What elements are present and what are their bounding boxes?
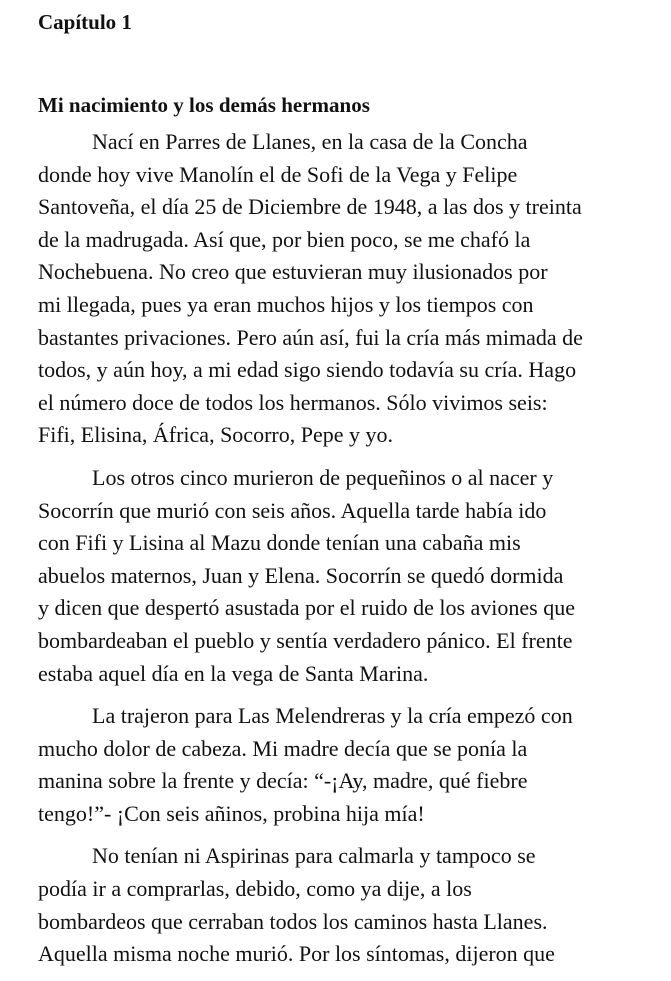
body-text [38,126,668,981]
text-line: bastantes privaciones. Pero aún así, fui la cría más mimada de [38,324,583,350]
text-line: estaba aquel día en la vega de Santa Marina. [38,660,429,686]
chapter-title: Capítulo 1 [38,10,132,34]
text-line: bombardeos que cerraban todos los caminos hasta Llanes. [38,908,548,934]
text-line: La trajeron para Las Melendreras y la cría empezó con [92,703,573,729]
text-line: Aquella misma noche murió. Por los síntomas, dijeron que [38,941,555,967]
text-line: mucho dolor de cabeza. Mi madre decía que se ponía la [38,735,528,761]
paragraph-4 [38,840,668,970]
section-title: Mi nacimiento y los demás hermanos [38,93,370,117]
text-line: Nochebuena. No creo que estuvieran muy ilusionados por [38,259,548,285]
text-line: Los otros cinco murieron de pequeñinos o al nacer y [92,464,554,490]
text-line: abuelos maternos, Juan y Elena. Socorrín se quedó dormida [38,562,564,588]
text-line: de la madrugada. Así que, por bien poco, se me chafó la [38,226,531,252]
text-line: No tenían ni Aspirinas para calmarla y tampoco se [92,843,536,869]
paragraph-1 [38,126,668,452]
paragraph-2 [38,462,668,690]
text-line: bombardeaban el pueblo y sentía verdadero pánico. El frente [38,627,573,653]
text-line: donde hoy vive Manolín el de Sofi de la Vega y Felipe [38,161,518,187]
text-line: mi llegada, pues ya eran muchos hijos y los tiempos con [38,291,534,317]
text-line: con Fifi y Lisina al Mazu donde tenían una cabaña mis [38,530,521,556]
text-line: Nací en Parres de Llanes, en la casa de la Concha [92,129,528,154]
text-line: y dicen que despertó asustada por el ruido de los aviones que [38,595,576,621]
text-line: todos, y aún hoy, a mi edad sigo siendo todavía su cría. Hago [38,357,577,383]
text-line: Socorrín que murió con seis años. Aquella tarde había ido [38,497,547,523]
text-line: manina sobre la frente y decía: “-¡Ay, madre, qué fiebre [38,768,528,794]
text-line: podía ir a comprarlas, debido, como ya dije, a los [38,876,472,902]
paragraph-3 [38,700,668,830]
text-line: tengo!”- ¡Con seis añinos, probina hija mía! [38,800,425,826]
text-line: el número doce de todos los hermanos. Sólo vivimos seis: [38,389,548,415]
text-line: Santoveña, el día 25 de Diciembre de 1948, a las dos y treinta [38,194,582,220]
text-line: Fifi, Elisina, África, Socorro, Pepe y yo. [38,422,393,448]
